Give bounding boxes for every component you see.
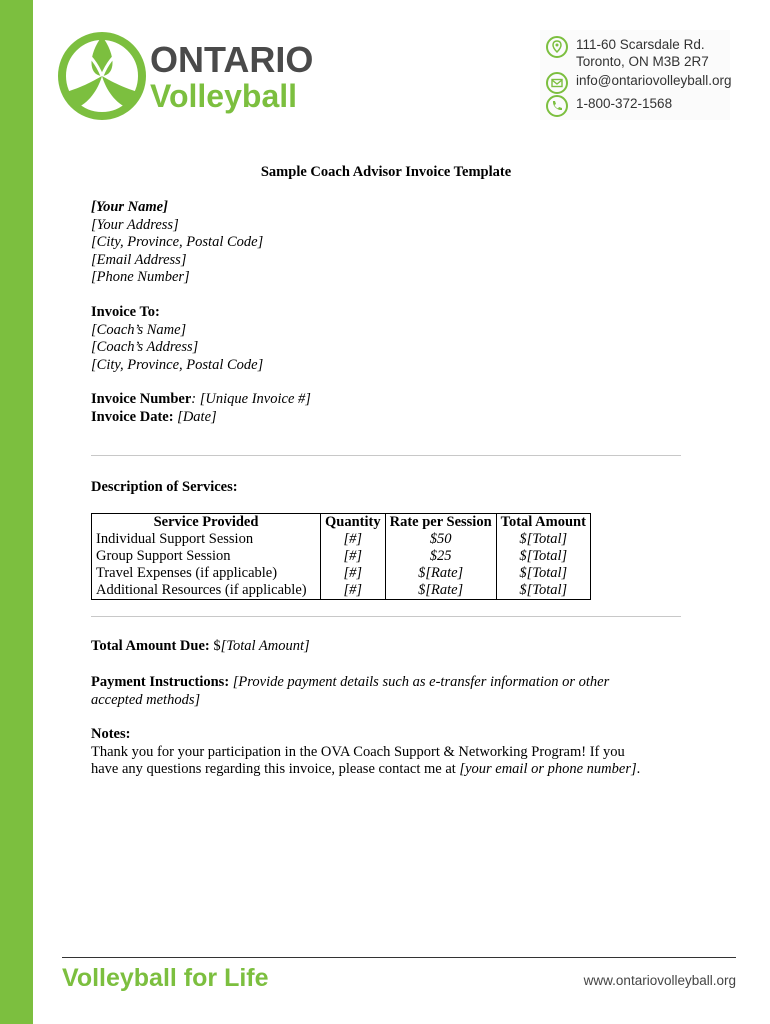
total-due-label: Total Amount Due: bbox=[91, 638, 210, 654]
payment-instructions bbox=[91, 674, 671, 709]
contact-phone bbox=[546, 95, 672, 117]
coach-address: [Coach’s Address] bbox=[91, 339, 199, 355]
cell-total: $[Total] bbox=[496, 548, 590, 565]
sender-name: [Your Name] bbox=[91, 199, 168, 215]
sender-city: [City, Province, Postal Code] bbox=[91, 234, 264, 250]
payment-value-line2: accepted methods] bbox=[91, 691, 201, 708]
table-row bbox=[92, 582, 591, 600]
notes-label: Notes: bbox=[91, 726, 131, 742]
table-row bbox=[92, 548, 591, 565]
divider-top bbox=[91, 455, 681, 456]
email-text[interactable]: info@ontariovolleyball.org bbox=[576, 73, 732, 88]
cell-total: $[Total] bbox=[496, 565, 590, 582]
cell-quantity: [#] bbox=[321, 531, 386, 548]
invoice-number-line bbox=[91, 391, 311, 409]
sender-phone: [Phone Number] bbox=[91, 269, 190, 285]
cell-rate: $[Rate] bbox=[385, 582, 496, 600]
sender-address: [Your Address] bbox=[91, 216, 179, 233]
header-rate: Rate per Session bbox=[385, 514, 496, 532]
phone-icon bbox=[546, 95, 568, 117]
footer-website[interactable]: www.ontariovolleyball.org bbox=[583, 973, 736, 988]
notes-line2 bbox=[91, 761, 681, 779]
invoice-date-label: Invoice Date: bbox=[91, 408, 174, 425]
cell-rate: $25 bbox=[385, 548, 496, 565]
cell-quantity: [#] bbox=[321, 582, 386, 600]
table-row bbox=[92, 565, 591, 582]
location-icon bbox=[546, 36, 568, 58]
sender-email: [Email Address] bbox=[91, 251, 187, 268]
address-line-1: 111-60 Scarsdale Rd. bbox=[576, 37, 705, 52]
header-total: Total Amount bbox=[496, 514, 590, 532]
notes-line2-text: have any questions regarding this invoice, please contact me at bbox=[91, 761, 460, 777]
cell-service: Additional Resources (if applicable) bbox=[92, 582, 321, 600]
cell-rate: $[Rate] bbox=[385, 565, 496, 582]
contact-email bbox=[546, 72, 732, 94]
cell-quantity: [#] bbox=[321, 565, 386, 582]
notes-block bbox=[91, 726, 681, 779]
services-table bbox=[91, 513, 591, 600]
phone-text: 1-800-372-1568 bbox=[576, 96, 673, 111]
invoice-date-value: [Date] bbox=[177, 408, 217, 425]
invoice-number-colon: : bbox=[191, 391, 197, 407]
footer-slogan: Volleyball for Life bbox=[62, 964, 269, 992]
brand-name-volleyball: Volleyball bbox=[150, 78, 298, 114]
total-due-line bbox=[91, 638, 310, 656]
invoice-to-block bbox=[91, 304, 263, 374]
payment-label: Payment Instructions: bbox=[91, 674, 230, 690]
cell-total: $[Total] bbox=[496, 582, 590, 600]
cell-service: Group Support Session bbox=[92, 548, 321, 565]
total-due-prefix: $ bbox=[213, 638, 221, 654]
volleyball-logo-icon bbox=[58, 30, 146, 122]
total-due-value: [Total Amount] bbox=[220, 638, 310, 654]
coach-name: [Coach’s Name] bbox=[91, 321, 187, 338]
footer-divider bbox=[62, 957, 736, 958]
cell-service: Travel Expenses (if applicable) bbox=[92, 565, 321, 582]
services-label: Description of Services: bbox=[91, 479, 238, 495]
brand-name-ontario: ONTARIO bbox=[150, 39, 314, 80]
cell-rate: $50 bbox=[385, 531, 496, 548]
table-header-row bbox=[92, 514, 591, 532]
invoice-date-line bbox=[91, 409, 311, 427]
invoice-number-value: [Unique Invoice #] bbox=[199, 391, 311, 407]
notes-contact-placeholder: [your email or phone number] bbox=[459, 761, 637, 777]
invoice-number-label: Invoice Number bbox=[91, 391, 192, 407]
invoice-meta bbox=[91, 391, 311, 426]
header-quantity: Quantity bbox=[321, 514, 386, 532]
notes-line1: Thank you for your participation in the OVA Coach Support & Networking Program! If you bbox=[91, 743, 625, 760]
ontario-volleyball-logo bbox=[58, 30, 314, 125]
mail-icon bbox=[546, 72, 568, 94]
document-title: Sample Coach Advisor Invoice Template bbox=[260, 164, 512, 180]
payment-value-line1: [Provide payment details such as e-transfer information or other bbox=[232, 674, 610, 690]
notes-line2-end: . bbox=[636, 761, 641, 777]
contact-address bbox=[546, 36, 709, 70]
header-service: Service Provided bbox=[92, 514, 321, 532]
cell-quantity: [#] bbox=[321, 548, 386, 565]
contact-block bbox=[540, 30, 730, 120]
invoice-to-label: Invoice To: bbox=[91, 304, 160, 320]
coach-city: [City, Province, Postal Code] bbox=[91, 356, 264, 373]
address-line-2: Toronto, ON M3B 2R7 bbox=[576, 54, 709, 69]
left-accent-bar bbox=[0, 0, 33, 1024]
divider-bottom bbox=[91, 616, 681, 617]
sender-block bbox=[91, 199, 263, 287]
cell-service: Individual Support Session bbox=[92, 531, 321, 548]
cell-total: $[Total] bbox=[496, 531, 590, 548]
table-row bbox=[92, 531, 591, 548]
